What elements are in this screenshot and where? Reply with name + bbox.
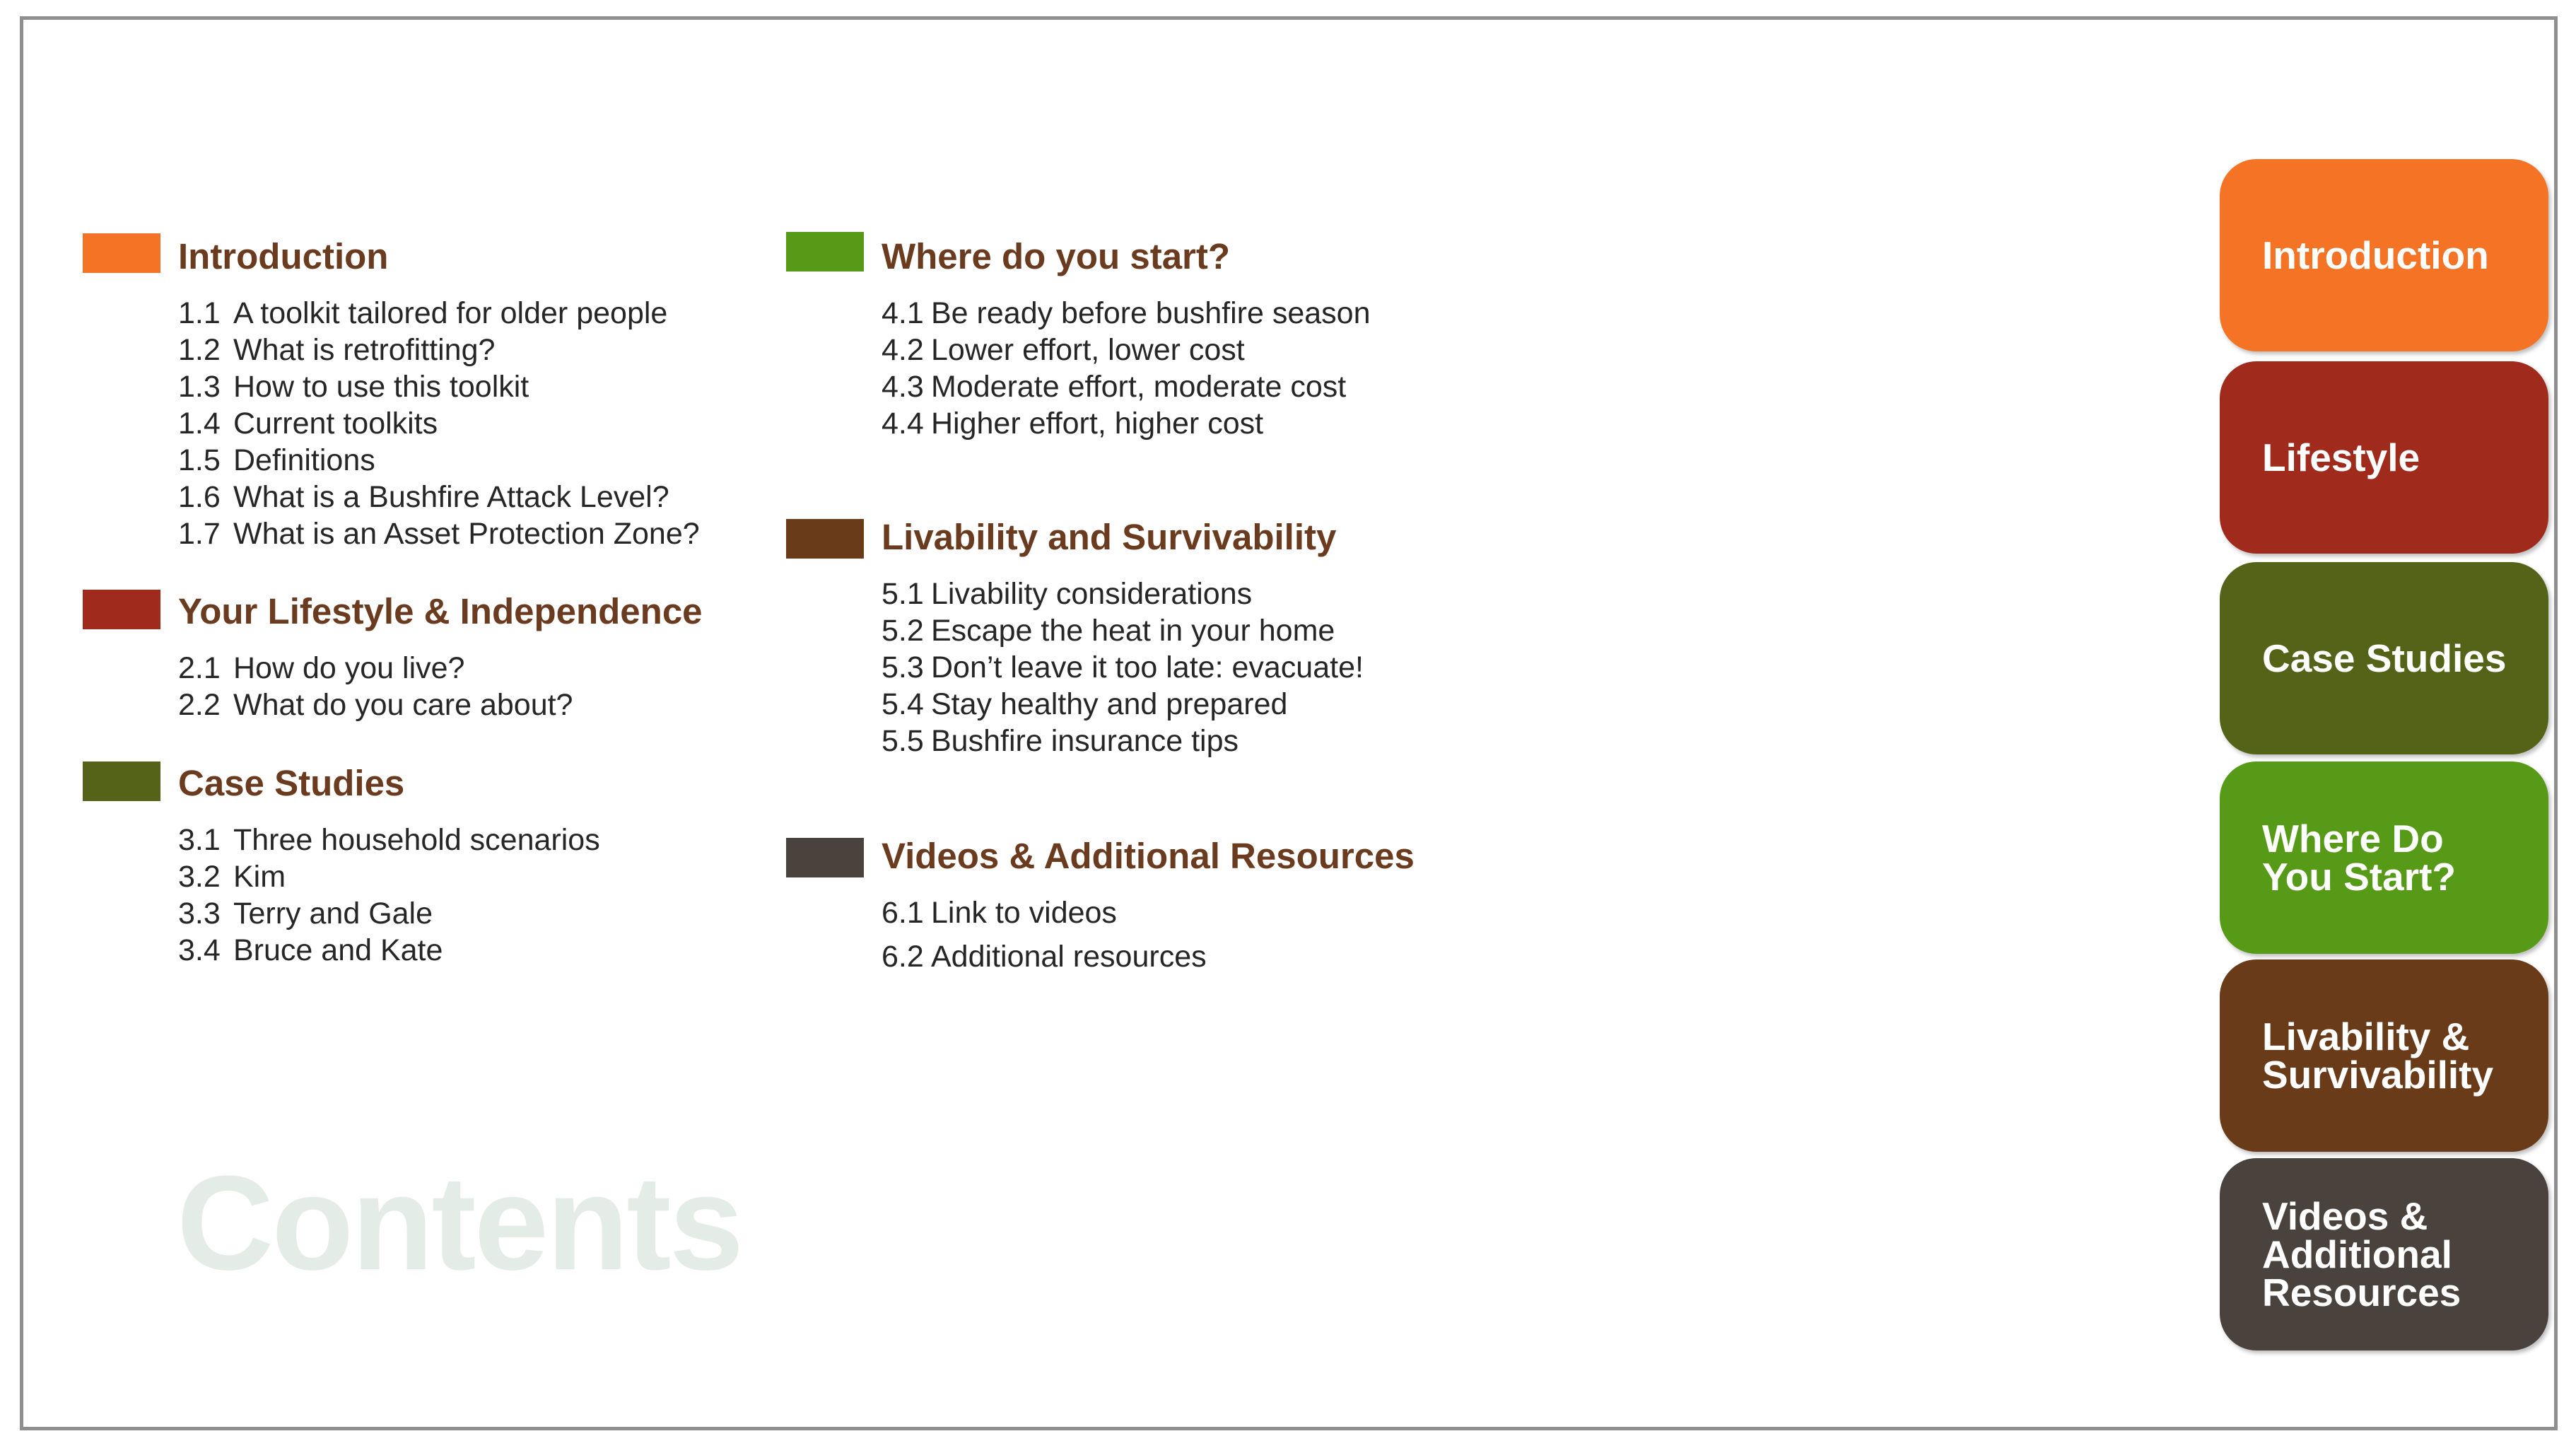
item-text: What do you care about? — [233, 688, 573, 722]
contents-item[interactable] — [178, 932, 600, 969]
tab-label: Livability & Survivability — [2262, 1015, 2494, 1097]
tab-label: Lifestyle — [2262, 436, 2420, 479]
item-text: Kim — [233, 860, 286, 894]
item-number: 1.6 — [178, 480, 221, 514]
contents-item[interactable] — [178, 295, 700, 332]
section-livability — [786, 510, 1364, 759]
item-text: Moderate effort, moderate cost — [931, 370, 1347, 404]
item-text: Additional resources — [931, 940, 1207, 974]
item-text: Don’t leave it too late: evacuate! — [931, 650, 1364, 684]
section-videos — [786, 829, 1415, 975]
item-text: How do you live? — [233, 651, 465, 685]
item-text: Definitions — [233, 443, 375, 477]
tab-label: Introduction — [2262, 233, 2489, 277]
tab-videos[interactable] — [2220, 1158, 2548, 1350]
item-number: 1.2 — [178, 333, 221, 367]
item-number: 1.4 — [178, 407, 221, 440]
section-title-introduction[interactable]: Introduction — [178, 236, 389, 276]
videos-item-list — [882, 894, 1415, 975]
item-text: Higher effort, higher cost — [931, 407, 1264, 440]
item-text: What is retrofitting? — [233, 333, 496, 367]
case-studies-item-list — [178, 822, 600, 969]
item-number: 6.1 — [882, 896, 924, 930]
item-text: A toolkit tailored for older people — [233, 296, 668, 330]
item-number: 5.3 — [882, 650, 924, 684]
item-text: What is a Bushfire Attack Level? — [233, 480, 669, 514]
item-text: Stay healthy and prepared — [931, 687, 1288, 721]
item-text: Bushfire insurance tips — [931, 724, 1239, 758]
item-number: 6.2 — [882, 940, 924, 974]
contents-item[interactable] — [882, 723, 1364, 759]
tab-label: Case Studies — [2262, 636, 2507, 680]
contents-item[interactable] — [178, 405, 700, 442]
contents-item[interactable] — [882, 612, 1364, 649]
item-text: Lower effort, lower cost — [931, 333, 1245, 367]
where-start-color-swatch — [786, 232, 864, 272]
item-number: 1.3 — [178, 370, 221, 404]
tab-lifestyle[interactable] — [2220, 361, 2548, 554]
tab-label: Where Do You Start? — [2262, 817, 2456, 899]
item-number: 4.1 — [882, 296, 924, 330]
item-text: Be ready before bushfire season — [931, 296, 1371, 330]
contents-item[interactable] — [178, 442, 700, 479]
lifestyle-color-swatch — [83, 590, 160, 629]
tab-introduction[interactable] — [2220, 159, 2548, 351]
section-title-videos[interactable]: Videos & Additional Resources — [882, 836, 1415, 876]
item-number: 4.4 — [882, 407, 924, 440]
contents-item[interactable] — [178, 822, 600, 858]
item-number: 1.5 — [178, 443, 221, 477]
tab-case-studies[interactable] — [2220, 562, 2548, 754]
item-text: Terry and Gale — [233, 897, 433, 930]
item-number: 3.1 — [178, 823, 221, 857]
item-number: 1.7 — [178, 517, 221, 551]
contents-item[interactable] — [178, 515, 700, 552]
contents-item[interactable] — [882, 649, 1364, 686]
item-number: 3.3 — [178, 897, 221, 930]
contents-item[interactable] — [882, 938, 1415, 975]
item-number: 1.1 — [178, 296, 221, 330]
livability-color-swatch — [786, 519, 864, 559]
item-text: Current toolkits — [233, 407, 438, 440]
contents-item[interactable] — [882, 894, 1415, 931]
item-text: How to use this toolkit — [233, 370, 529, 404]
contents-item[interactable] — [882, 686, 1364, 723]
item-number: 5.1 — [882, 577, 924, 611]
item-number: 5.4 — [882, 687, 924, 721]
item-text: Three household scenarios — [233, 823, 600, 857]
lifestyle-item-list — [178, 650, 703, 723]
case-studies-color-swatch — [83, 761, 160, 801]
contents-item[interactable] — [178, 895, 600, 932]
contents-item[interactable] — [178, 650, 703, 687]
livability-item-list — [882, 576, 1364, 759]
contents-item[interactable] — [178, 368, 700, 405]
item-number: 3.2 — [178, 860, 221, 894]
contents-item[interactable] — [178, 479, 700, 515]
item-text: Livability considerations — [931, 577, 1253, 611]
section-case-studies — [83, 757, 600, 969]
where-start-item-list — [882, 295, 1371, 442]
contents-item[interactable] — [882, 405, 1371, 442]
item-text: What is an Asset Protection Zone? — [233, 517, 700, 551]
item-number: 3.4 — [178, 933, 221, 967]
item-text: Escape the heat in your home — [931, 614, 1335, 648]
contents-item[interactable] — [178, 332, 700, 368]
item-text: Bruce and Kate — [233, 933, 443, 967]
section-where-start — [786, 230, 1371, 442]
contents-item[interactable] — [882, 368, 1371, 405]
section-introduction — [83, 230, 700, 552]
section-title-lifestyle[interactable]: Your Lifestyle & Independence — [178, 591, 703, 631]
section-title-case-studies[interactable]: Case Studies — [178, 763, 405, 803]
contents-item[interactable] — [882, 332, 1371, 368]
tab-livability[interactable] — [2220, 959, 2548, 1152]
contents-item[interactable] — [882, 295, 1371, 332]
videos-color-swatch — [786, 838, 864, 877]
item-number: 2.2 — [178, 688, 221, 722]
section-lifestyle — [83, 585, 703, 723]
item-number: 5.5 — [882, 724, 924, 758]
contents-watermark: Contents — [177, 1148, 742, 1298]
introduction-color-swatch — [83, 233, 160, 273]
contents-item[interactable] — [178, 858, 600, 895]
tab-where-start[interactable] — [2220, 761, 2548, 954]
item-number: 5.2 — [882, 614, 924, 648]
contents-item[interactable] — [178, 687, 703, 723]
contents-item[interactable] — [882, 576, 1364, 612]
tab-label: Videos & Additional Resources — [2262, 1194, 2461, 1314]
item-number: 4.2 — [882, 333, 924, 367]
section-title-livability[interactable]: Livability and Survivability — [882, 517, 1337, 557]
item-text: Link to videos — [931, 896, 1117, 930]
section-title-where-start[interactable]: Where do you start? — [882, 236, 1231, 276]
item-number: 4.3 — [882, 370, 924, 404]
introduction-item-list — [178, 295, 700, 552]
item-number: 2.1 — [178, 651, 221, 685]
